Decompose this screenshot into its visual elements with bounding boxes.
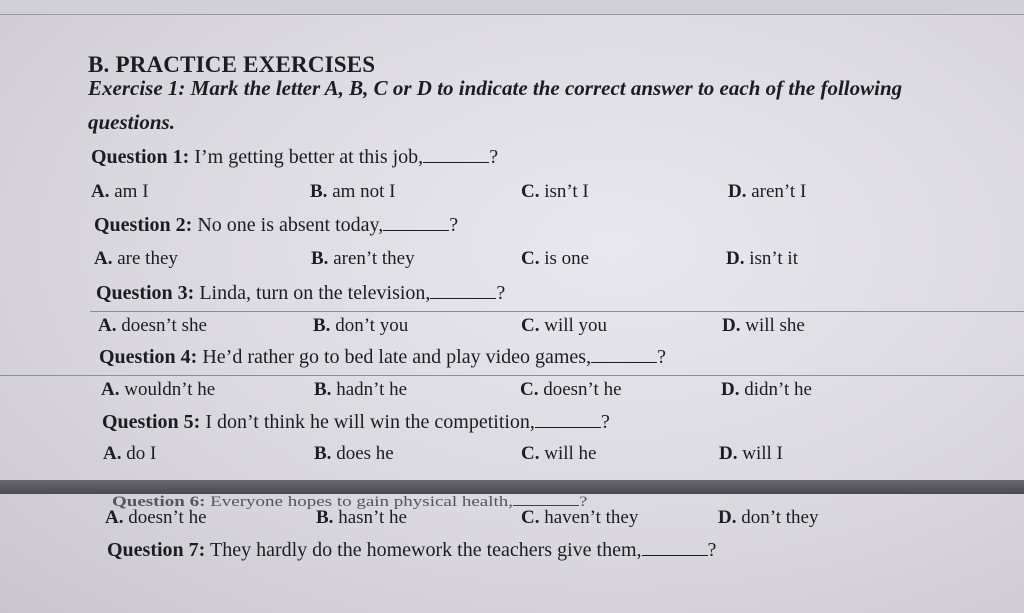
option-c[interactable]: C. doesn’t he <box>520 379 622 400</box>
question-7: Question 7: They hardly do the homework the teachers give them, ? <box>107 539 717 561</box>
option-a[interactable]: A. am I <box>91 181 149 202</box>
section-heading: B. PRACTICE EXERCISES <box>88 52 376 77</box>
answer-blank[interactable] <box>430 282 496 299</box>
question-4: Question 4: He’d rather go to bed late and play video games, ? <box>99 346 666 368</box>
worksheet <box>0 14 1024 613</box>
question-6: Question 6: Everyone hopes to gain physical health, ? <box>112 493 588 510</box>
question-2: Question 2: No one is absent today, ? <box>94 214 459 236</box>
answer-blank[interactable] <box>423 146 489 163</box>
option-c[interactable]: C. will you <box>521 315 608 336</box>
option-b[interactable]: B. don’t you <box>313 315 409 336</box>
option-d[interactable]: D. aren’t I <box>728 181 807 202</box>
option-d[interactable]: D. didn’t he <box>721 379 812 400</box>
option-a[interactable]: A. doesn’t he <box>105 507 207 528</box>
answer-blank[interactable] <box>535 411 601 428</box>
screen-top-edge <box>0 0 1024 15</box>
option-a[interactable]: A. wouldn’t he <box>101 379 216 400</box>
question-1: Question 1: I’m getting better at this job, ? <box>91 146 499 168</box>
option-c[interactable]: C. isn’t I <box>521 181 589 202</box>
divider-line <box>90 311 1024 312</box>
answer-blank[interactable] <box>513 492 579 506</box>
answer-blank[interactable] <box>591 346 657 363</box>
answer-blank[interactable] <box>383 214 449 231</box>
question-3: Question 3: Linda, turn on the television, ? <box>96 282 506 304</box>
option-c[interactable]: C. is one <box>521 248 590 269</box>
option-d[interactable]: D. will I <box>719 443 783 464</box>
option-d[interactable]: D. will she <box>722 315 805 336</box>
exercise-text: : Mark the letter A, B, C or D to indicate the correct answer to each of the following <box>178 76 903 100</box>
option-b[interactable]: B. does he <box>314 443 394 464</box>
option-b[interactable]: B. hadn’t he <box>314 379 408 400</box>
divider-line <box>0 375 1024 376</box>
option-b[interactable]: B. hasn’t he <box>316 507 407 528</box>
option-c[interactable]: C. will he <box>521 443 597 464</box>
question-5: Question 5: I don’t think he will win the competition, ? <box>102 411 610 433</box>
option-a[interactable]: A. are they <box>94 248 178 269</box>
option-b[interactable]: B. aren’t they <box>311 248 415 269</box>
option-d[interactable]: D. don’t they <box>718 507 819 528</box>
exercise-instruction <box>88 76 968 101</box>
option-c[interactable]: C. haven’t they <box>521 507 639 528</box>
answer-blank[interactable] <box>642 539 708 556</box>
option-a[interactable]: A. do I <box>103 443 157 464</box>
exercise-label: Exercise 1 <box>88 76 179 100</box>
option-a[interactable]: A. doesn’t she <box>98 315 207 336</box>
option-d[interactable]: D. isn’t it <box>726 248 798 269</box>
option-b[interactable]: B. am not I <box>310 181 396 202</box>
exercise-instruction-cont: questions. <box>88 110 175 134</box>
